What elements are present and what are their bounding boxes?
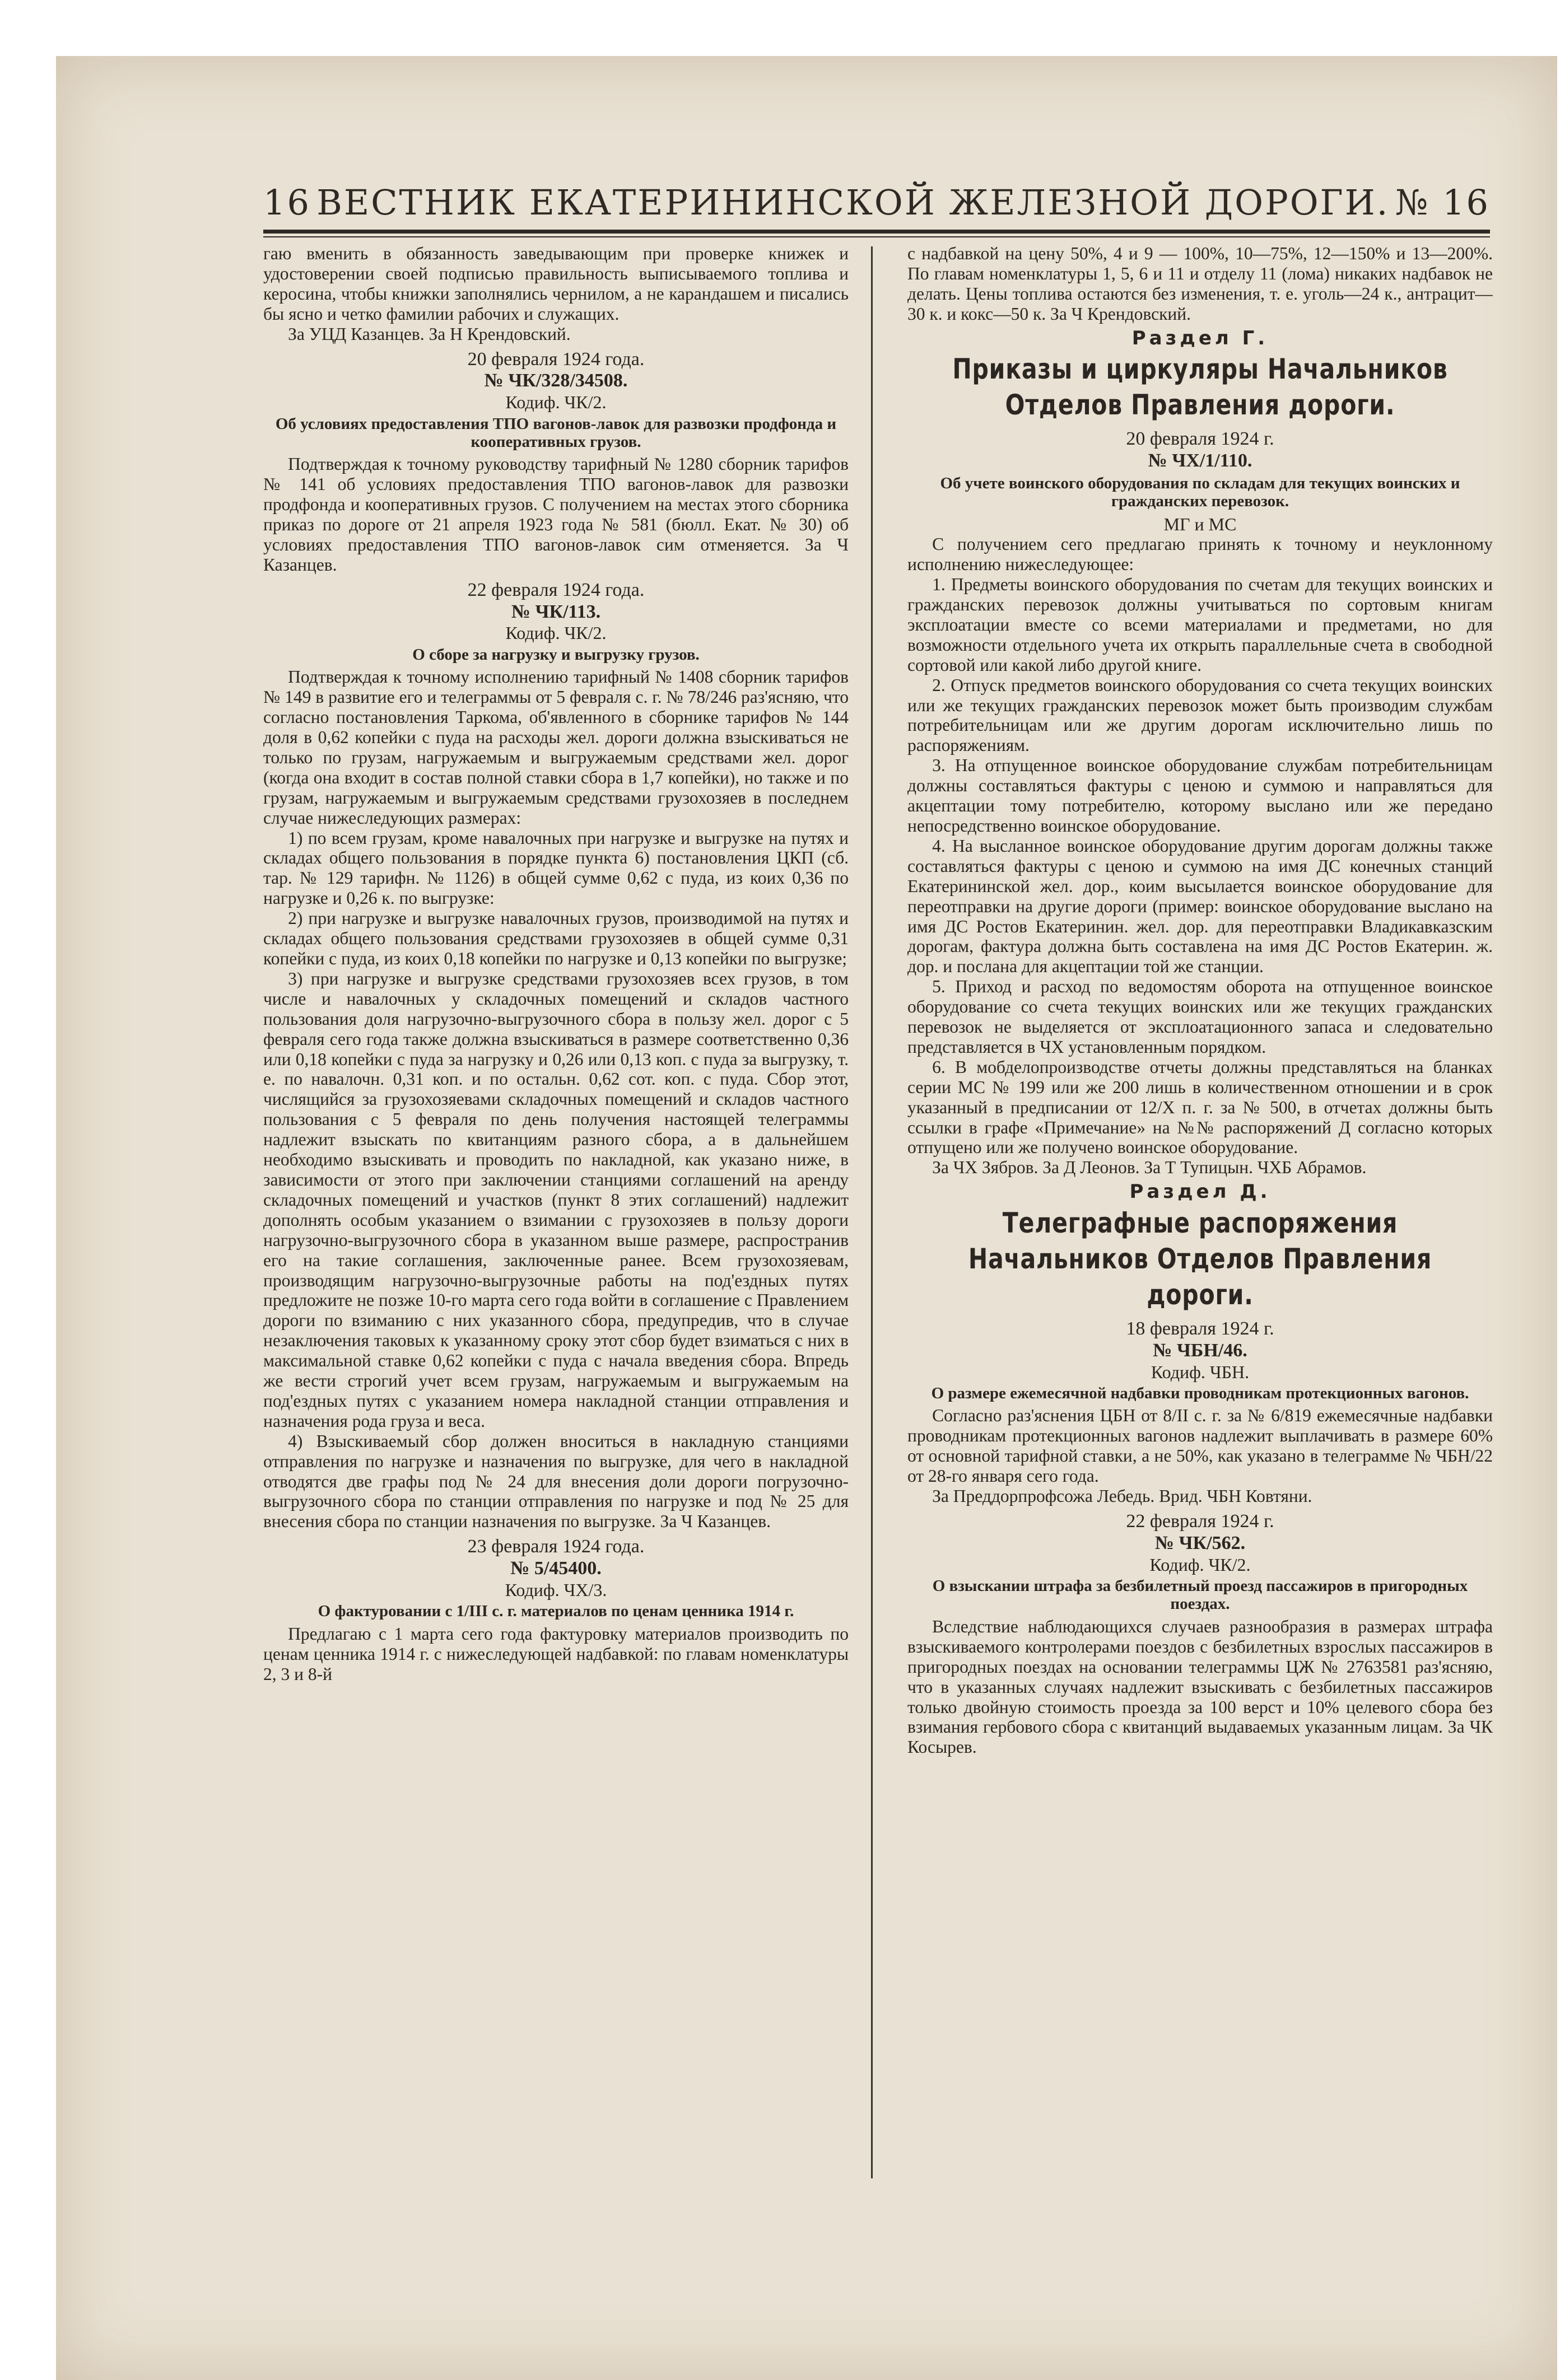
order-text: Вследствие наблюдающихся случаев разнообразия в размерах штрафа взыскиваемого контролерами поездов с безбилетных взрослых пассажиров в пригородных поездах на основании телеграммы ЦЖ № 2763581 раз'ясняю, что в указанных случаях надлежит взыскивать с безбилетных пассажиров только двойную стоимость проезда за 100 верст и 10% целевого сбора без взимания гербового сбора с квитанций выдаваемых указанным лицам. За ЧК Косырев. — [907, 1616, 1493, 1757]
order-kodif: Кодиф. ЧБН. — [1151, 1361, 1250, 1382]
order-kodif: Кодиф. ЧК/2. — [505, 392, 607, 413]
order-text: 1) по всем грузам, кроме навалочных при нагрузке и выгрузке на путях и складах общего пользования в порядке пункта 6) постановления ЦКП (сб. тар. № 129 тарифн. № 1126) в общей сумме 0,62 с пуда, из коих 0,36 по нагрузке и 0,26 к. по выгрузке: — [263, 828, 849, 908]
order-text-continued: с надбавкой на цену 50%, 4 и 9 — 100%, 10—75%, 12—150% и 13—200%. По главам номенклатуры 1, 5, 6 и 11 и отделу 11 (лома) никаких надбавок не делать. Цены топлива остаются без изменения, т. е. уголь—24 к., антрацит—30 к. и кокс—50 к. За Ч Крендовский. — [907, 244, 1493, 324]
header-rule-thin — [263, 236, 1490, 237]
order-number: № ЧК/328/34508. — [484, 370, 628, 391]
order-text: 1. Предметы воинского оборудования по счетам для текущих воинских и гражданских перевозок должны учитываться по сортовым книгам эксплоатации вместе со всеми материалами и предметами, но для возможности отдельного учета их открыть параллельные счета в свободной сортовой или какой либо другой книге. — [907, 575, 1493, 675]
order-text: 6. В мобделопроизводстве отчеты должны представляться на бланках серии МС № 199 или же 200 лишь в количественном отношении и в срок указанный в предписании от 12/Х п. г. за № 500, в отчетах должны быть ссылки в графе «Примечание» на №№ распоряжений Д согласно которых отпущено или же получено воинское оборудование. — [907, 1057, 1493, 1158]
order-kodif: Кодиф. ЧК/2. — [1149, 1554, 1251, 1575]
order-addressee: МГ и МС — [1163, 514, 1237, 534]
column-divider — [871, 246, 873, 2178]
order-signature: За ЧХ Зябров. За Д Леонов. За Т Тупицын. ЧХБ Абрамов. — [932, 1158, 1367, 1178]
section-label: Раздел Д. — [1129, 1180, 1271, 1203]
order-number: № ЧК/113. — [511, 601, 601, 622]
order-text: 4. На высланное воинское оборудование другим дорогам должны также составляться фактуры с ценою и суммою на имя ДС конечных станций Екатерининской жел. дор., коим высылается воинское оборудование для переотправки на другие дороги (пример: воинское оборудование выслано на имя ДС Ростов Екатеринин. жел. дор. для переотправки Владикавказским дорогам, фактура должна быть составлена на имя ДС Ростов Екатерин. ж. дор. и послана для акцептации той же станции. — [907, 836, 1493, 977]
page-header — [263, 182, 1490, 227]
intro-signature: За УЦД Казанцев. За Н Крендовский. — [288, 324, 571, 344]
order-text: С получением сего предлагаю принять к точному и неуклонному исполнению нижеследующее: — [907, 534, 1493, 575]
order-date: 22 февраля 1924 г. — [1126, 1511, 1274, 1532]
order-date: 22 февраля 1924 года. — [467, 579, 645, 600]
order-text: Подтверждая к точному руководству тарифный № 1280 сборник тарифов № 141 об условиях предоставления ТПО вагонов-лавок для развозки продфонда и кооперативных грузов. С получением на местах этого сборника приказ по дороге от 21 апреля 1923 года № 581 (бюлл. Екат. № 30) об условиях предоставления ТПО вагонов-лавок сим отменяется. За Ч Казанцев. — [263, 454, 849, 575]
order-kodif: Кодиф. ЧК/2. — [505, 623, 607, 643]
order-kodif: Кодиф. ЧХ/3. — [505, 1579, 607, 1600]
order-title: О взыскании штрафа за безбилетный проезд пассажиров в пригородных поездах. — [932, 1576, 1468, 1613]
order-title: О размере ежемесячной надбавки проводникам протекционных вагонов. — [931, 1384, 1469, 1402]
order-date: 18 февраля 1924 г. — [1126, 1318, 1274, 1340]
header-rule — [263, 230, 1490, 234]
left-column — [263, 244, 849, 2237]
order-title: Об учете воинского оборудования по складам для текущих воинских и гражданских перевозок. — [940, 474, 1460, 511]
section-heading: Телеграфные распоряжения Начальников Отделов Правления дороги. — [968, 1207, 1432, 1312]
right-column — [907, 244, 1493, 2237]
intro-text: гаю вменить в обязанность заведывающим при проверке книжек и удостоверении своей подписью правильность выписываемого топлива и керосина, чтобы книжки заполнялись чернилом, а не карандашем и писались бы ясно и четко фамилии рабочих и служащих. — [263, 244, 849, 324]
masthead-title: ВЕСТНИК ЕКАТЕРИНИНСКОЙ ЖЕЛЕЗНОЙ ДОРОГИ. — [316, 182, 1390, 223]
section-heading: Приказы и циркуляры Начальников Отделов Правления дороги. — [952, 353, 1448, 422]
section-label: Раздел Г. — [1131, 326, 1269, 349]
order-title: Об условиях предоставления ТПО вагонов-лавок для развозки продфонда и кооперативных грузов. — [275, 414, 837, 451]
order-text: 3) при нагрузке и выгрузке средствами грузохозяев всех грузов, в том числе и навалочных у складочных помещений и складов частного пользования доля нагрузочно-выгрузочного сбора в пользу жел. дорог с 5 февраля сего года также должна взыскиваться в размере соответственно 0,36 или 0,18 копейки с пуда за нагрузку и 0,26 или 0,13 коп. с пуда за выгрузку, т. е. по навалочн. 0,31 коп. и по остальн. 0,62 сот. коп. с пуда. Сбор этот, числящийся за грузохозяевами складочных помещений и складов частного пользования с 5 февраля по день получения настоящей телеграммы надлежит взыскать по квитанциям разного сбора, а в дальнейшем необходимо взыскивать и проводить по накладной, как указано ниже, в зависимости от этого при заключении станциями соглашений на аренду складочных помещений и участков (пункт 8 этих соглашений) надлежит дополнять особым указанием о взимании с грузохозяев в пользу дороги нагрузочно-выгрузочного сбора в указанном выше размере, распространив его на такие соглашения, заключенные ранее. Всем грузохозяевам, производящим нагрузочно-выгрузочные работы на под'ездных путях предложите не позже 10-го марта сего года войти в соглашение с Правлением дороги по взиманию с них указанного сбора, предупредив, что в случае незаключения таковых к указанному сроку этот сбор будет взиматься с них в максимальной ставке 0,62 копейки с пуда с начала введения сбора. Впредь же вести строгий учет всем грузам, нагружаемым и выгружаемым на под'ездных путях с указанием номера накладной станции отправления и назначения рода груза и веса. — [263, 968, 849, 1431]
order-number: № ЧХ/1/110. — [1148, 450, 1252, 472]
order-text: Предлагаю с 1 марта сего года фактуровку материалов производить по ценам ценника 1914 г. с нижеследующей надбавкой: по главам номенклатуры 2, 3 и 8-й — [263, 1623, 849, 1684]
order-text: 3. На отпущенное воинское оборудование службам потребительницам должны составляться фактуры с ценою и суммою и направляться для акцептации тому потребителю, которому выслано или же передано непосредственно воинское оборудование. — [907, 755, 1493, 836]
order-text: Согласно раз'яснения ЦБН от 8/II с. г. за № 6/819 ежемесячные надбавки проводникам протекционных вагонов надлежит выплачивать в размере 60% от основной тарифной ставки, а не 50%, как указано в телеграмме № ЧБН/22 от 28-го января сего года. — [907, 1406, 1493, 1486]
order-title: О фактуровании с 1/III с. г. материалов по ценам ценника 1914 г. — [318, 1602, 794, 1621]
order-date: 23 февраля 1924 года. — [467, 1536, 645, 1557]
order-title: О сборе за нагрузку и выгрузку грузов. — [412, 645, 700, 664]
order-number: № ЧК/562. — [1154, 1532, 1246, 1553]
order-signature: За Преддорпрофсожа Лебедь. Врид. ЧБН Ковтяни. — [932, 1486, 1312, 1506]
order-number: № 5/45400. — [510, 1558, 602, 1579]
order-date: 20 февраля 1924 года. — [467, 348, 645, 370]
order-text: 2) при нагрузке и выгрузке навалочных грузов, производимой на путях и складах общего пользования средствами грузохозяев в общей сумме 0,31 копейки с пуда, из коих 0,18 копейки по нагрузке и 0,13 копейки по выгрузке; — [263, 908, 849, 968]
order-text: 4) Взыскиваемый сбор должен вноситься в накладную станциями отправления по нагрузке и назначения по выгрузке, для чего в накладной отводятся две графы под № 24 для внесения доли дороги погрузочно-выгрузочного сбора по станции отправления по нагрузке и под № 25 для внесения сбора по станции назначения по выгрузке. За Ч Казанцев. — [263, 1431, 849, 1532]
order-text: 5. Приход и расход по ведомостям оборота на отпущенное воинское оборудование со счета текущих воинских или же текущих гражданских перевозок не выделяется от эксплоатационного запаса и следовательно представляется в ЧХ установленным порядком. — [907, 977, 1493, 1057]
issue-number: № 16 — [1395, 182, 1490, 223]
order-text: 2. Отпуск предметов воинского оборудования со счета текущих воинских или же текущих гражданских перевозок может быть производим службам потребительницам или же другим дорогам исключительно лишь по распоряжениям. — [907, 675, 1493, 755]
order-text: Подтверждая к точному исполнению тарифный № 1408 сборник тарифов № 149 в развитие его и телеграммы от 5 февраля с. г. № 78/246 раз'ясняю, что согласно постановления Таркома, об'явленного в сборнике тарифов № 144 доля в 0,62 копейки с пуда на расходы жел. дороги должна взыскиваться не только по грузам, нагружаемым и выгружаемым средствами жел. дорог (когда она входит в состав полной ставки сбора в 1,7 копейки), но также и по грузам, нагружаемым и выгружаемым средствами грузохозяев в последнем случае нижеследующих размерах: — [263, 667, 849, 828]
page-number: 16 — [263, 182, 311, 223]
order-date: 20 февраля 1924 г. — [1126, 428, 1274, 450]
order-number: № ЧБН/46. — [1153, 1340, 1247, 1361]
